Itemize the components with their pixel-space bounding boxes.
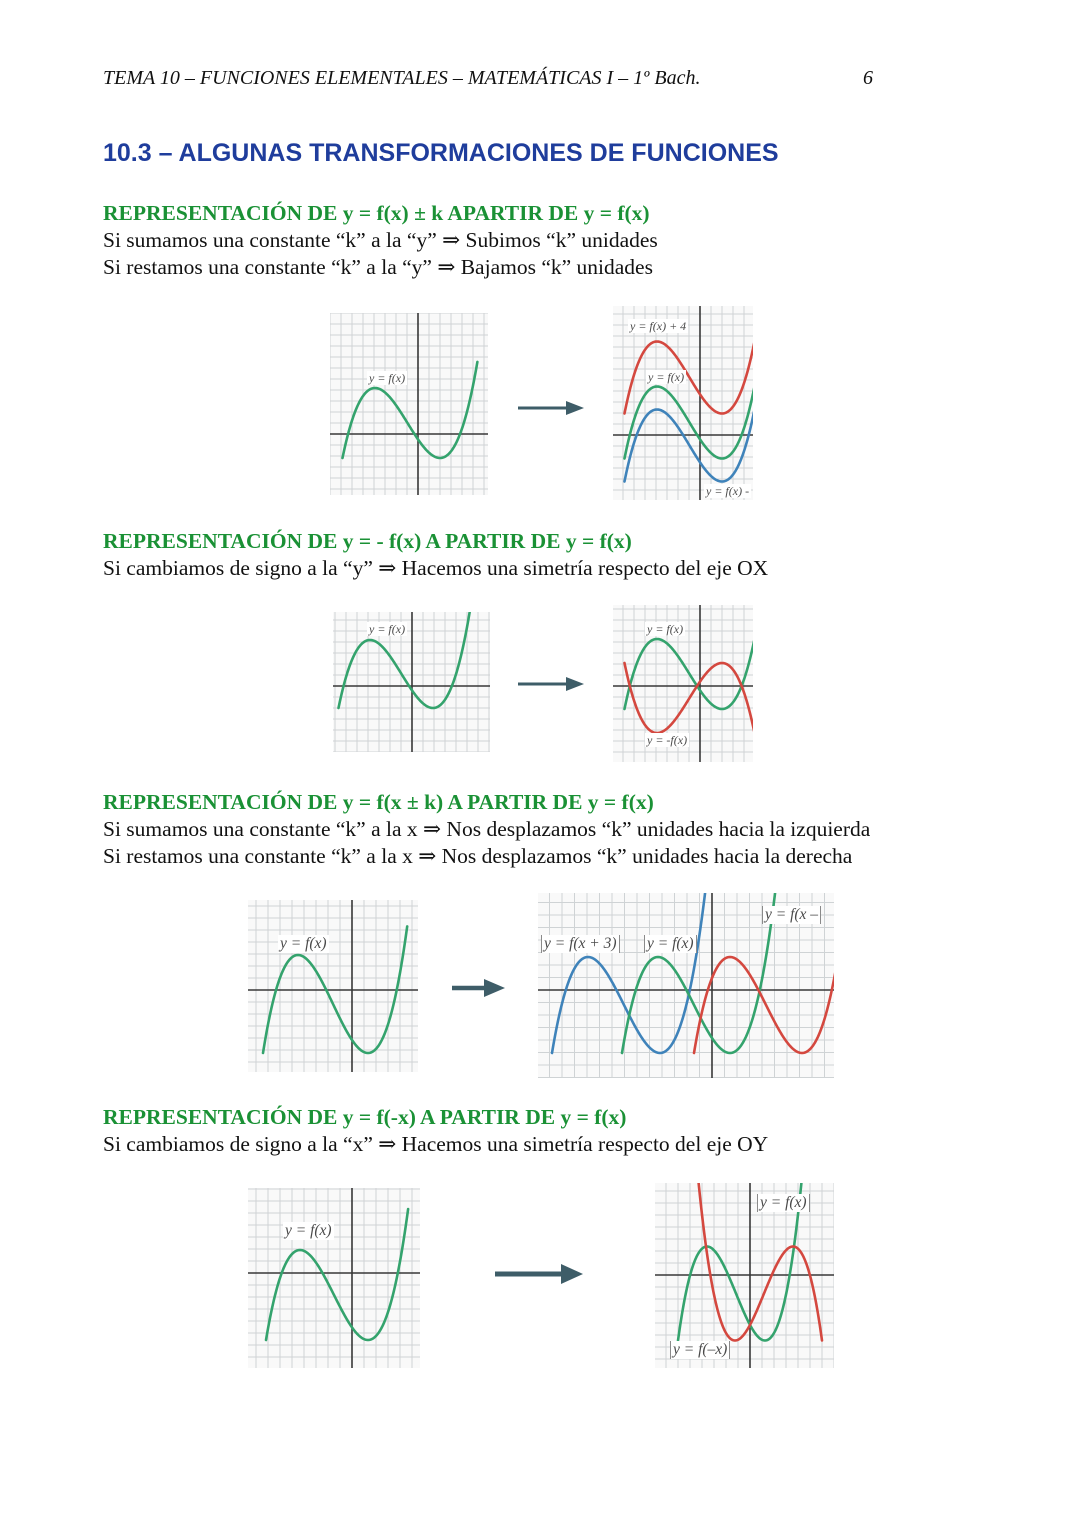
graph-label: y = f(x) [280, 935, 327, 952]
graph-reflection-ox [613, 605, 753, 762]
graph-background [248, 1188, 420, 1368]
graph-label: y = f(x) [644, 935, 697, 953]
subsection-reflection-ox [103, 528, 768, 582]
graph-original-function [248, 900, 418, 1072]
graph-original-function [248, 1188, 420, 1368]
arrow-head [561, 1264, 583, 1284]
graph-label: y = f(–x) [670, 1341, 730, 1359]
graph-label: y = f(x) [647, 622, 684, 636]
graph-label: y = -f(x) [647, 733, 688, 747]
document-header-title: TEMA 10 – FUNCIONES ELEMENTALES – MATEMÁTICAS I – 1º Bach. [103, 67, 701, 89]
graph-canvas [248, 900, 418, 1072]
graph-vertical-shifts [613, 306, 753, 500]
subsection-reflection-oy [103, 1104, 768, 1158]
graph-label: y = f(x) + 4 [630, 319, 687, 333]
subsection-horizontal-shift [103, 789, 870, 870]
transform-arrow-icon [516, 398, 586, 418]
graph-label: y = f(x – [762, 906, 821, 924]
graph-horizontal-shifts [538, 893, 834, 1078]
graph-label: y = f(x) [648, 370, 685, 384]
graph-label: y = f(x) [369, 622, 406, 636]
explanation-line: Si sumamos una constante “k” a la “y” ⇒ Subimos “k” unidades [103, 228, 658, 252]
graph-label: y = f(x) [369, 371, 406, 385]
subsection-heading: REPRESENTACIÓN DE y = f(x) ± k APARTIR DE y = f(x) [103, 201, 650, 225]
explanation-line: Si sumamos una constante “k” a la x ⇒ Nos desplazamos “k” unidades hacia la izquierda [103, 817, 871, 841]
graph-background [248, 900, 418, 1072]
graph-original-function [330, 313, 488, 495]
graph-label: y = f(x) [757, 1194, 810, 1212]
subsection-heading: REPRESENTACIÓN DE y = - f(x) A PARTIR DE y = f(x) [103, 529, 632, 553]
transform-arrow-icon [493, 1262, 585, 1286]
explanation-line: Si cambiamos de signo a la “y” ⇒ Hacemos una simetría respecto del eje OX [103, 556, 769, 580]
graph-canvas [613, 306, 753, 500]
graph-original-function [333, 612, 490, 752]
explanation-line: Si restamos una constante “k” a la “y” ⇒ Bajamos “k” unidades [103, 255, 653, 279]
arrow-head [484, 979, 505, 997]
graph-canvas [248, 1188, 420, 1368]
arrow-head [566, 401, 584, 415]
graph-label: y = f(x) [285, 1222, 332, 1239]
subsection-heading: REPRESENTACIÓN DE y = f(x ± k) A PARTIR DE y = f(x) [103, 790, 654, 814]
graph-reflection-oy [655, 1183, 834, 1368]
page-number: 6 [863, 67, 873, 89]
graph-canvas [333, 612, 490, 752]
explanation-line: Si restamos una constante “k” a la x ⇒ Nos desplazamos “k” unidades hacia la derecha [103, 844, 853, 868]
graph-canvas [330, 313, 488, 495]
subsection-vertical-shift [103, 200, 658, 281]
transform-arrow-icon [450, 976, 508, 1000]
arrow-head [566, 677, 584, 691]
section-title: 10.3 – ALGUNAS TRANSFORMACIONES DE FUNCIONES [103, 139, 779, 167]
graph-label: y = f(x) - [706, 484, 750, 498]
explanation-line: Si cambiamos de signo a la “x” ⇒ Hacemos una simetría respecto del eje OY [103, 1132, 769, 1156]
subsection-heading: REPRESENTACIÓN DE y = f(-x) A PARTIR DE y = f(x) [103, 1105, 627, 1129]
transform-arrow-icon [516, 674, 586, 694]
graph-label: y = f(x + 3) [541, 935, 620, 953]
graph-background [330, 313, 488, 495]
